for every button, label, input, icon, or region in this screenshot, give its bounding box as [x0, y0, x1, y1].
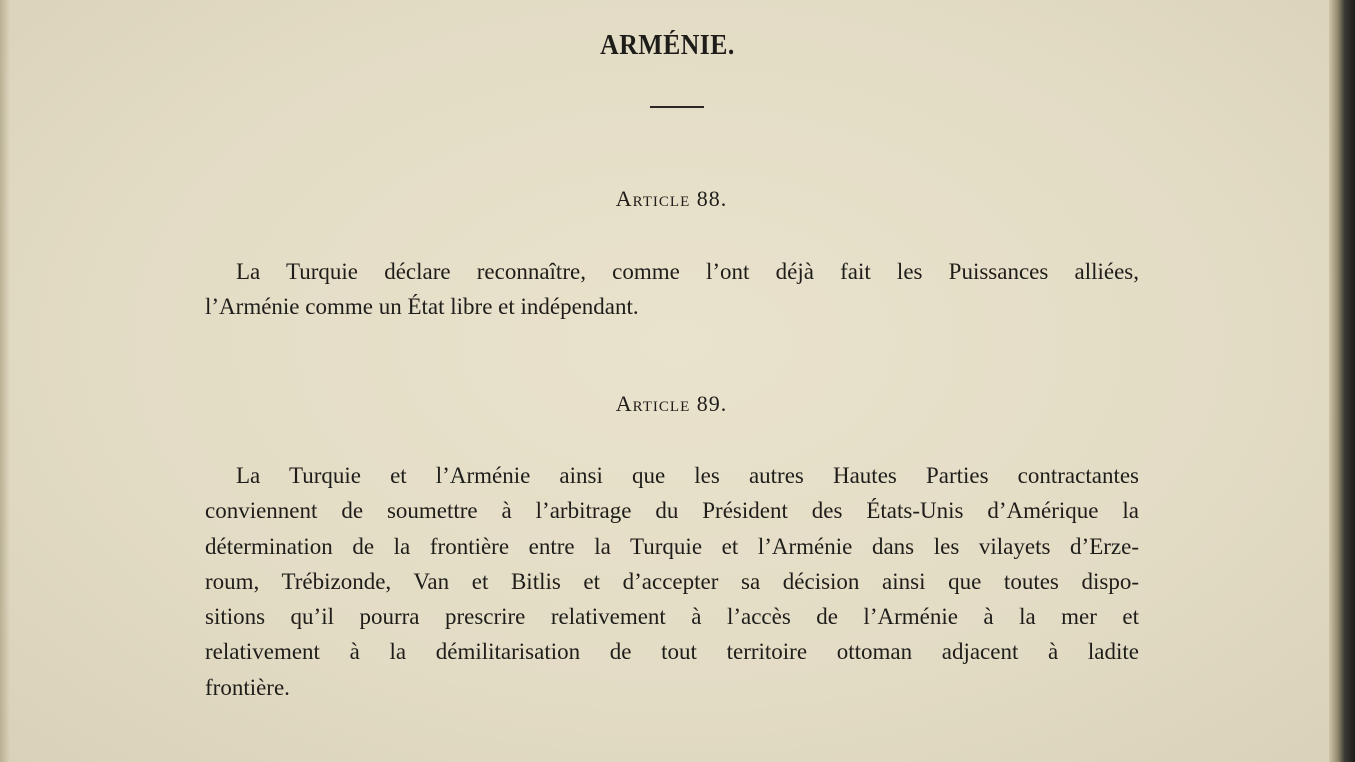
article-89-line-2: conviennent de soumettre à l’arbitrage du Président des États-Unis d’Amérique la	[205, 498, 1139, 524]
article-89-line-7: frontière.	[205, 674, 290, 700]
article-88-text	[205, 254, 1139, 325]
article-89-line-3: détermination de la frontière entre la Turquie et l’Arménie dans les vilayets d’Erze-	[205, 533, 1139, 559]
book-spine	[1329, 0, 1355, 762]
article-89-text	[205, 458, 1139, 705]
article-88-line-2: l’Arménie comme un État libre et indépendant.	[205, 294, 639, 320]
article-89-line-4: roum, Trébizonde, Van et Bitlis et d’accepter sa décision ainsi que toutes dispo-	[205, 568, 1139, 594]
article-88-line-1: La Turquie déclare reconnaître, comme l’ont déjà fait les Puissances alliées,	[236, 259, 1139, 284]
page-left-edge	[0, 0, 10, 762]
article-89-line-6: relativement à la démilitarisation de tout territoire ottoman adjacent à ladite	[205, 639, 1139, 665]
title-rule	[650, 106, 704, 108]
article-89-line-5: sitions qu’il pourra prescrire relativement à l’accès de l’Arménie à la mer et	[205, 604, 1139, 630]
article-89-heading: Article 89.	[615, 391, 728, 416]
section-title: ARMÉNIE.	[600, 30, 735, 61]
article-89-line-1: La Turquie et l’Arménie ainsi que les autres Hautes Parties contractantes	[236, 463, 1139, 488]
article-88-heading: Article 88.	[615, 186, 728, 211]
